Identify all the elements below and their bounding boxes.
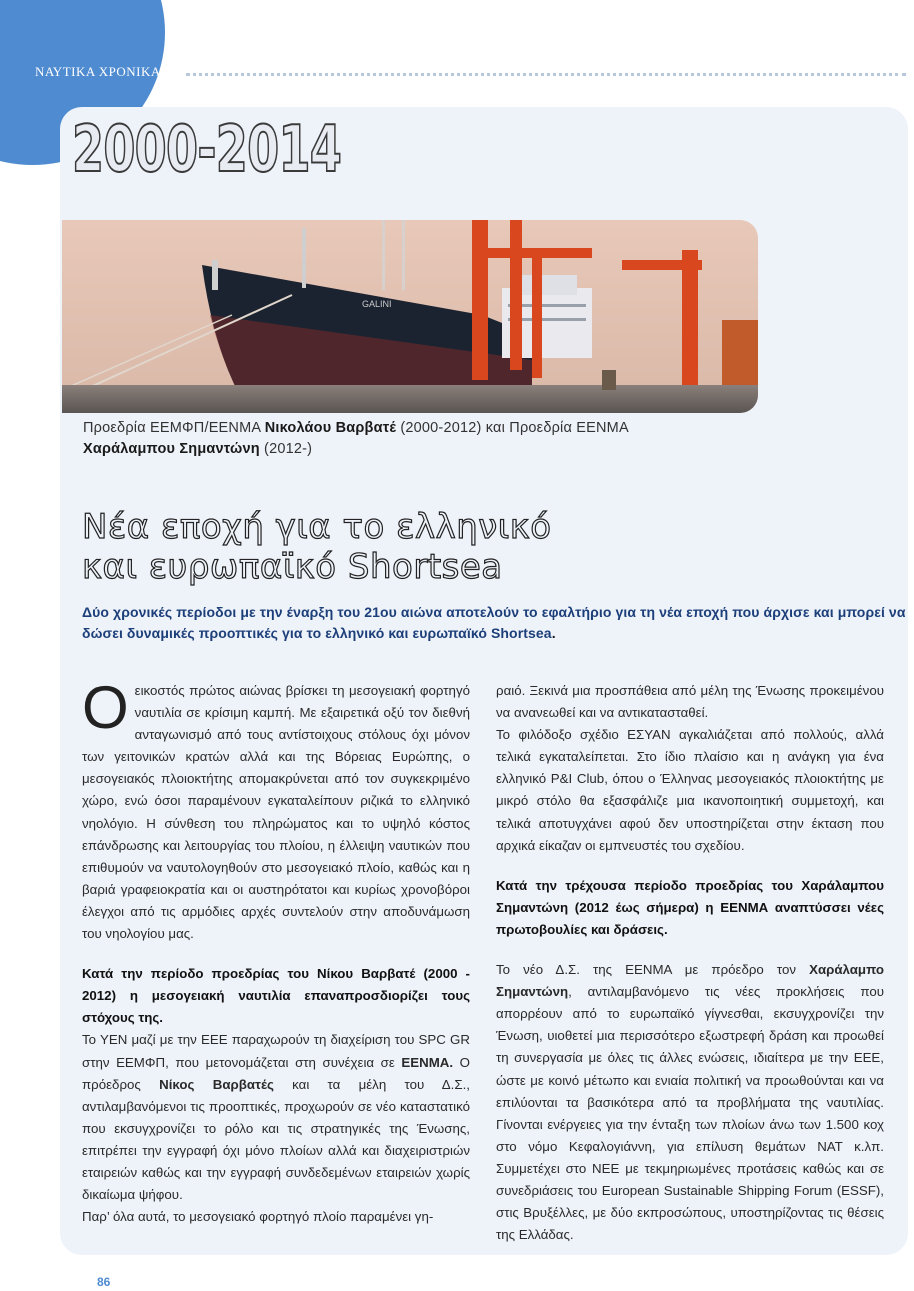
left-column: [82, 674, 471, 1228]
bold-term: ΕΕΝΜΑ.: [401, 1054, 454, 1070]
bold-name: Νίκος Βαρβατές: [159, 1076, 274, 1092]
ship-name-label: GALINI: [362, 299, 392, 309]
lead-text: Δύο χρονικές περίοδοι με την έναρξη του 21ου αιώνα αποτελούν το εφαλτήριο για τη νέα εποχή που άρχισε και μπορεί να δώσει δυναμικές προοπτικές για το ελληνικό και ευρωπαϊκό Shortsea: [82, 604, 906, 641]
photo-caption: [83, 418, 763, 460]
right-column: [496, 680, 884, 1246]
paragraph: Το ΥΕΝ μαζί με την ΕΕΕ παραχωρούν τη διαχείριση του SPC GR στην ΕΕΜΦΠ, που μετονομάζεται στη συνέχεια σε ΕΕΝΜΑ. Ο πρόεδρος Νίκος Βαρβατές και τα μέλη του Δ.Σ., αντιλαμβανόμενοι τις προοπτικές, προχωρούν σε νέο καταστατικό που εκσυγχρονίζει το ρόλο και τις στρατηγικές της Ένωσης, επιτρέπει την εγγραφή όχι μόνο πλοίων αλλά και διαχειριστριών εταιρειών καθώς και την εγγραφή συνδεδεμένων εταιρειών χωρίς δικαίωμα ψήφου.: [82, 1032, 471, 1203]
paragraph: Παρ’ όλα αυτά, το μεσογειακό φορτηγό πλοίο παραμένει γη-: [82, 1209, 434, 1225]
caption-text: (2012-): [259, 441, 313, 457]
caption-name-varvates: Νικολάου Βαρβατέ: [264, 420, 397, 436]
subheading: Κατά την περίοδο προεδρίας του Νίκου Βαρβατέ (2000 - 2012) η μεσογειακή ναυτιλία επαναπροσδιορίζει τους στόχους της.: [82, 966, 470, 1026]
headline-line-1: Νέα εποχή για το ελληνικό: [82, 507, 552, 547]
headline-line-2: και ευρωπαϊκό Shortsea: [82, 547, 503, 587]
bold-name: Χαράλαμπο Σημαντώνη: [496, 962, 884, 1000]
subheading: Κατά την τρέχουσα περίοδο προεδρίας του Χαράλαμπου Σημαντώνη (2012 έως σήμερα) η ΕΕΝΜΑ αναπτύσσει νέες πρωτοβουλίες και δράσεις.: [496, 877, 884, 937]
caption-text: (2000-2012) και Προεδρία ΕΕΝΜΑ: [396, 420, 629, 436]
paragraph: Το φιλόδοξο σχέδιο ΕΣΥΑΝ αγκαλιάζεται από πολλούς, αλλά τελικά εγκαταλείπεται. Στο ίδιο πλαίσιο και η ανάγκη για ένα ελληνικό P&I Club, όπου ο Έλληνας μεσογειακός πλοιοκτήτης με μικρό στόλο θα εξασφάλιζε μια ικανοποιητική συμμετοχή, και τελικά αποτυγχάνει αφού δεν υποστηρίζεται στην έκταση που αρχικά είκαζαν οι εμπνευστές του σχεδίου.: [496, 727, 884, 853]
header-dotted-rule: [186, 73, 906, 76]
caption-text: Προεδρία ΕΕΜΦΠ/ΕΕΝΜΑ: [83, 420, 265, 436]
paragraph: ραιό. Ξεκινά μια προσπάθεια από μέλη της Ένωσης προκειμένου να ανανεωθεί και να αντικατασταθεί.: [496, 683, 884, 721]
ship-photo-illustration: [62, 220, 758, 413]
drop-cap: Ο: [82, 674, 129, 741]
ship-photo: [62, 220, 758, 413]
lead-period: .: [551, 625, 556, 641]
paragraph: Το νέο Δ.Σ. της ΕΕΝΜΑ με πρόεδρο τον Χαράλαμπο Σημαντώνη, αντιλαμβανόμενο τις νέες προκλήσεις που απορρέουν από το ευρωπαϊκό γίγνεσθαι, εκσυγχρονίζει την Ένωση, υιοθετεί μια περισσότερο εξωστρεφή δράση και προωθεί τη συνεργασία με όλες τις άλλες ενώσεις, ιδιαίτερα με την ΕΕΕ, ώστε με κοινό μέτωπο και ενιαία πολιτική να προωθούνται και να επιλύονται τα βασικότερα από τα προβλήματα της ναυτιλίας. Γίνονται ενέργειες για την ένταξη των πλοίων άνω των 1.500 κοχ στο νόμο Κεφαλογιάννη, για επίλυση θεμάτων ΝΑΤ κ.λπ. Συμμετέχει στο ΝΕΕ με τεκμηριωμένες προτάσεις καθώς και σε συνεδριάσεις του European Sustainable Shipping Forum (ESSF), στις Βρυξέλλες, με δύο εκπροσώπους, υποστηρίζοντας τις θέσεις της Ελλάδας.: [496, 962, 884, 1243]
period-title: 2000-2014: [72, 113, 342, 187]
article-headline: [82, 507, 552, 587]
section-label: ΝΑΥΤΙΚΑ ΧΡΟΝΙΚΑ: [35, 64, 161, 79]
paragraph: εικοστός πρώτος αιώνας βρίσκει τη μεσογειακή φορτηγό ναυτιλία σε κρίσιμη καμπή. Με εξαιρετικά οξύ τον διεθνή ανταγωνισμό από τους αντίστοιχους στόλους όχι μόνον των γειτονικών κρατών αλλά και της Βόρειας Ευρώπης, ο μεσογειακός πλοιοκτήτης απομακρύνεται από τον συγκεκριμένο χώρο, ενώ όσοι παραμένουν εγκαταλείπουν ριζικά το ελληνικό νηολόγιο. Η σύνθεση του πληρώματος και το υψηλό κόστος επάνδρωσης και λειτουργίας του πλοίου, η έλλειψη ναυτικών που επιθυμούν να ναυτολογηθούν στο μεσογειακό πλοίο, καθώς και η βαριά γραφειοκρατία και οι αυστηρότατοι και κυρίως χρονοβόροι έλεγχοι από τις αρμόδιες αρχές συντελούν στην αποδυνάμωση του νηολογίου μας.: [82, 683, 470, 942]
page-number: 86: [97, 1275, 111, 1289]
caption-name-simantonis: Χαράλαμπου Σημαντώνη: [83, 441, 260, 457]
article-lead: [82, 602, 914, 644]
